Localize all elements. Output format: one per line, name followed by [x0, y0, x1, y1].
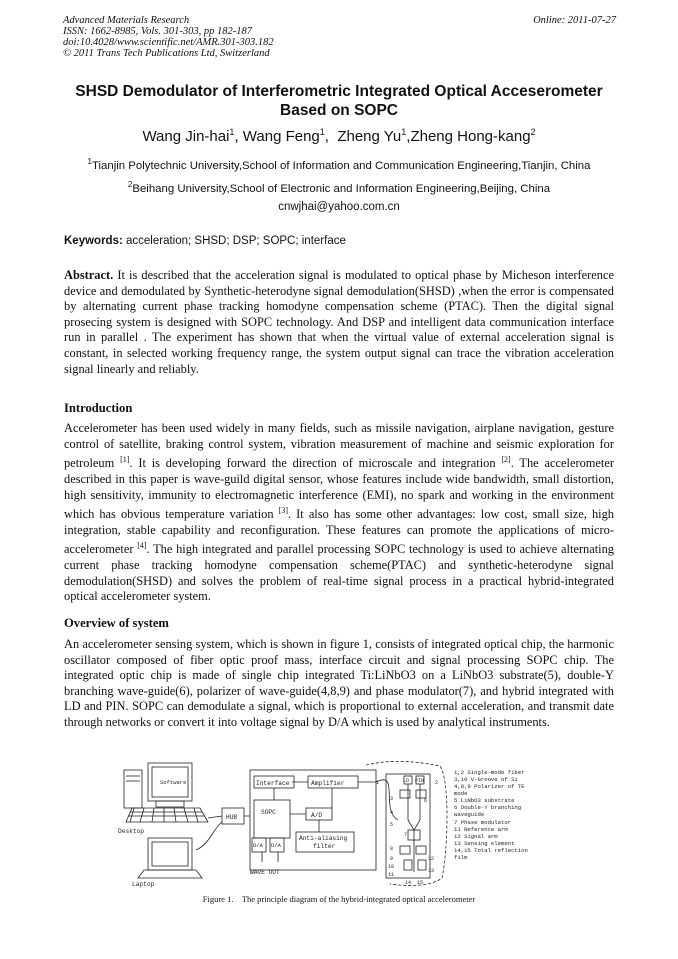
- svg-text:11 Reference arm: 11 Reference arm: [454, 826, 508, 833]
- journal-issn: ISSN: 1662-8985, Vols. 301-303, pp 182-187: [63, 26, 252, 37]
- overview-text: An accelerometer sensing system, which is shown in figure 1, consists of integrated optical chip, the harmonic oscillator composed of fiber optic proof mass, interface circuit and signal processing SOPC chip. The integrated optic chip is made of single chip integrated Ti:LiNbO3 on a LiNbO3 substrate(5), double-Y branching wave-guide(6), polarizer of wave-guide(4,8,9) and phase modulator(7), and hybrid integrated with LD and PIN. SOPC can demodulate a signal, which is proportional to external acceleration, and transmit date through networks or convert it into voltage signal by D/A which is used by analytical instruments.: [64, 637, 614, 729]
- svg-text:3: 3: [390, 796, 394, 802]
- svg-text:3,10 V-Groove of Si: 3,10 V-Groove of Si: [454, 776, 518, 783]
- affiliation-1: $^1$Tianjin Polytechnic University,School of Information and Communication Engineering,Tianjin, China: [87, 157, 591, 172]
- journal-doi: doi:10.4028/www.scientific.net/AMR.301-303.182: [63, 37, 274, 48]
- author-email: cnwjhai@yahoo.com.cn: [278, 201, 400, 213]
- svg-text:10: 10: [388, 864, 395, 870]
- label-hub: HUB: [226, 814, 238, 821]
- author: Zheng Hong-kang$^2$: [410, 127, 536, 145]
- figure-1: [110, 760, 570, 888]
- svg-text:12: 12: [428, 856, 435, 862]
- figure-labels: [118, 778, 424, 888]
- introduction-text: Accelerometer has been used widely in many fields, such as missile navigation, airplane navigation, gesture control of satellite, braking control system, vibration measurement of machine and seismic exploration for petroleum [1]. It is developing forward the direction of microscale and integration [2]. The accelerometer described in this paper is wave-guild digital sensor, whose features include wide bandwidth, small distortion, high sensitivity, immunity to electromagnetic interference (EMI), no spark and working in the environment which has obvious temperature variation [3]. It also has some other advantages: low cost, small size, high integration, stable capability and reconfiguration. These features can promote the applications of micro-accelerometer [4]. The high integrated and parallel processing SOPC technology is used to achieve alternating current phase tracking homodyne compensation scheme(PTAC) and synthetic-heterodyne signal demodulation(SHSD) and solves the problem of real-time signal process in a practical hybrid-integrated optical accelerometer system.: [64, 421, 614, 604]
- label-laptop: Laptop: [132, 881, 155, 888]
- author: Wang Feng$^1$,: [242, 127, 338, 145]
- svg-text:5: 5: [390, 822, 394, 828]
- abstract-text: It is described that the acceleration signal is modulated to optical phase by Micheson interference device and demodulated by Synthetic-heterodyne signal demodulation(SHSD) ,when the error is compensated by alternating current phase tracking homodyne compensation scheme (PTAC). Then the digital signal prosecing system is designed with SOPC technology. And DSP and intelligent data communication interface run in parallel . The experiment has shown that when the virtual value of external acceleration signal is constant, in selected working frequency range, the system output signal can trace the vibration acceleration signal linearly and reliably.: [64, 268, 614, 376]
- online-date: Online: 2011-07-27: [533, 15, 616, 26]
- label-software: Software: [160, 779, 187, 786]
- laptop-base-shape: [138, 870, 202, 878]
- label-ad: A/D: [311, 812, 323, 819]
- svg-text:8: 8: [390, 846, 394, 852]
- label-ld: LD: [403, 778, 410, 784]
- svg-text:2: 2: [435, 780, 439, 786]
- label-da-2: D/A: [271, 842, 281, 849]
- figure-legend: [454, 769, 528, 861]
- label-interface: Interface: [256, 780, 290, 787]
- svg-text:1,2 Single-mode fiber: 1,2 Single-mode fiber: [454, 769, 525, 776]
- label-anti-aliasing: Anti-aliasing: [299, 835, 348, 842]
- svg-text:14: 14: [405, 880, 412, 886]
- svg-text:9: 9: [390, 856, 394, 862]
- system-diagram: [110, 760, 570, 888]
- abstract-label: Abstract.: [64, 268, 114, 282]
- svg-text:6: 6: [424, 798, 428, 804]
- svg-text:12 Signal arm: 12 Signal arm: [454, 833, 498, 840]
- citation: [4]: [137, 541, 147, 551]
- citation: [2]: [501, 455, 511, 465]
- paper-title: SHSD Demodulator of Interferometric Integrated Optical Acceserometer Based on SOPC: [75, 83, 603, 119]
- affiliation-2: $^2$Beihang University,School of Electronic and Information Engineering,Beijing, China: [127, 180, 551, 195]
- svg-text:14,15 Total reflection: 14,15 Total reflection: [454, 847, 528, 854]
- abstract: [64, 268, 614, 377]
- label-da-1: D/A: [253, 842, 263, 849]
- author: Wang Jin-hai$^1$,: [142, 127, 243, 145]
- label-filter: filter: [313, 843, 336, 850]
- heading-overview: Overview of system: [64, 616, 169, 630]
- label-desktop: Desktop: [118, 828, 144, 835]
- svg-text:5 LiNbO3 substrate: 5 LiNbO3 substrate: [454, 797, 515, 804]
- label-amplifier: Amplifier: [311, 780, 345, 787]
- heading-introduction: Introduction: [64, 401, 133, 415]
- svg-text:13 Sensing element: 13 Sensing element: [454, 840, 515, 847]
- journal-name: Advanced Materials Research: [63, 15, 190, 26]
- svg-text:film: film: [454, 854, 468, 861]
- author-list: [60, 127, 618, 145]
- citation: [1]: [120, 455, 130, 465]
- citation: [3]: [278, 506, 288, 516]
- keywords: Keywords: acceleration; SHSD; DSP; SOPC; interface: [64, 235, 346, 247]
- svg-text:1: 1: [376, 780, 380, 786]
- svg-text:7 Phase modulator: 7 Phase modulator: [454, 819, 512, 826]
- journal-copyright: © 2011 Trans Tech Publications Ltd, Switzerland: [63, 48, 270, 59]
- laptop-screen-shape: [148, 838, 192, 870]
- svg-text:6 Double-Y branching: 6 Double-Y branching: [454, 804, 522, 811]
- svg-text:7: 7: [404, 832, 408, 838]
- svg-text:mode: mode: [454, 790, 468, 797]
- label-wave-out: WAVE OUT: [250, 869, 280, 876]
- svg-text:4,8,9 Polarizer of TE: 4,8,9 Polarizer of TE: [454, 783, 525, 790]
- label-sopc: SOPC: [261, 809, 276, 816]
- svg-text:15: 15: [417, 880, 424, 886]
- svg-text:4: 4: [390, 810, 394, 816]
- label-pin: PIN: [415, 778, 425, 784]
- svg-text:waveguide: waveguide: [454, 811, 485, 818]
- svg-text:11: 11: [388, 872, 395, 878]
- svg-text:13: 13: [428, 868, 435, 874]
- journal-header: [63, 15, 274, 59]
- figure-caption: Figure 1. The principle diagram of the hybrid-integrated optical accelerometer: [202, 894, 476, 904]
- author: Zheng Yu$^1$,: [337, 127, 411, 145]
